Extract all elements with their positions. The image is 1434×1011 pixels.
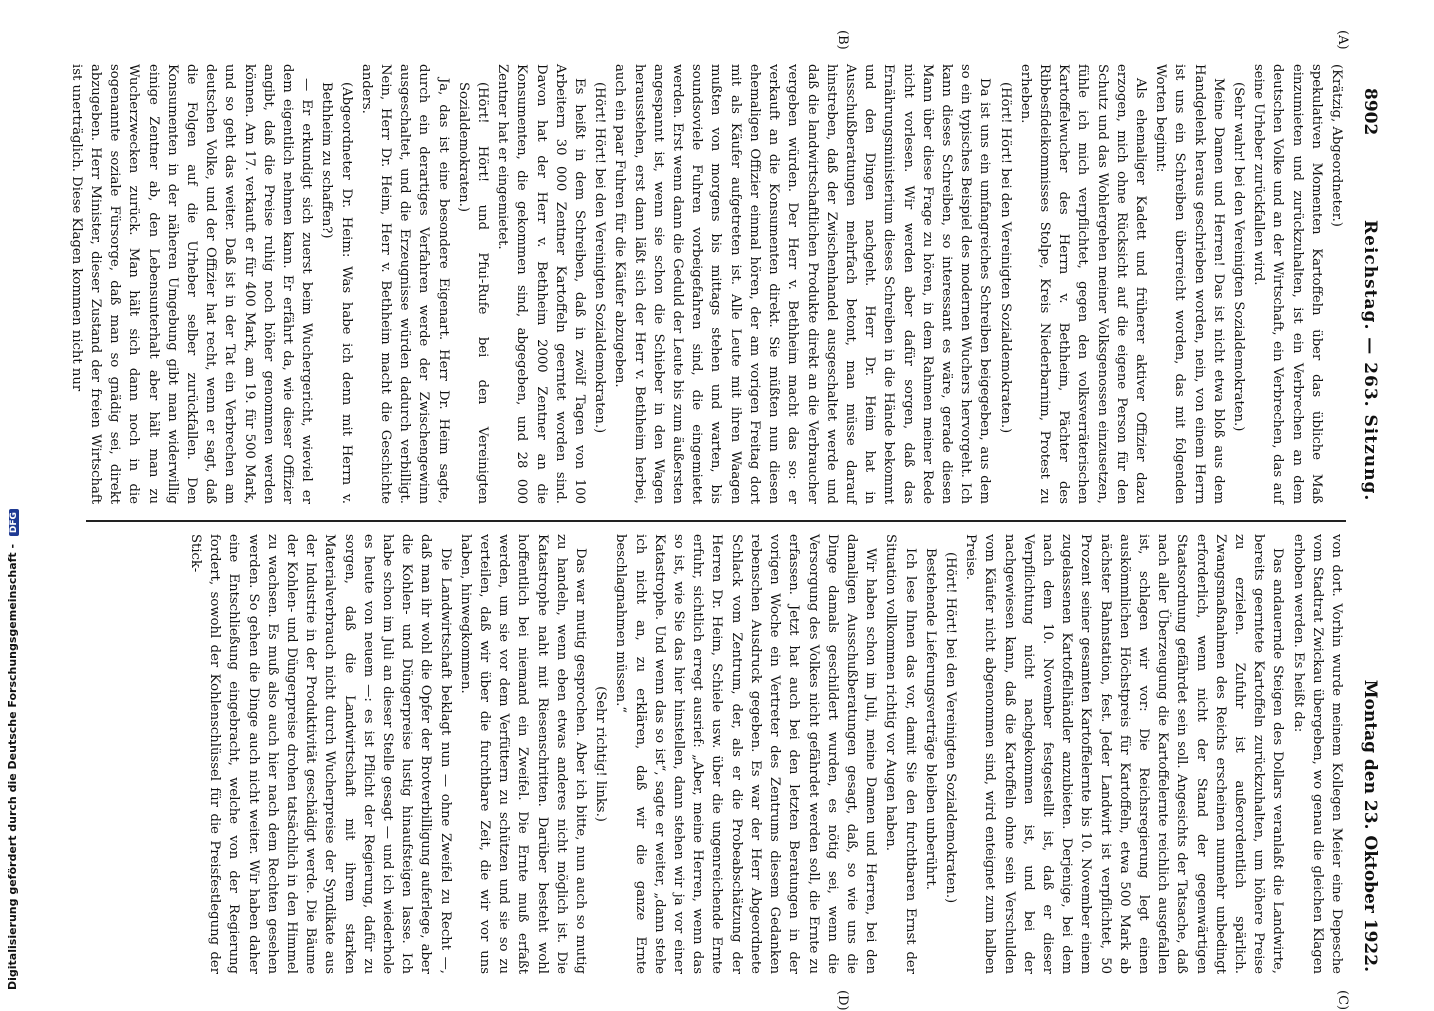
paragraph: (Hört! Hört! bei den Vereinigten Sozialdemokraten.) xyxy=(592,82,608,434)
paragraph: (Hört! Hört! bei den Vereinigten Sozialdemokraten.) xyxy=(942,552,958,904)
margin-marker-d: (D) xyxy=(835,990,850,1011)
paragraph: (Sehr wahr! bei den Vereinigten Sozialdemokraten.) xyxy=(1230,82,1246,432)
paragraph: (Hört! Hört! bei den Vereinigten Sozialdemokraten.) xyxy=(997,82,1013,434)
paragraph: Da ist uns ein umfangreiches Schreiben beigegeben, aus dem so ein typisches Beispiel des modernen Wuchers hervorgeht. Ich kann dieses Schreiben, so interessant es wäre, gerade diesen Mann über diese Frage zu hören, in dem Rahmen meiner Rede nicht vorlesen. Wir werden aber dafür sorgen, daß das Ernährungsministerium dieses Schreiben in die Hände bekommt und den Dingen nachgeht. Herr Dr. Heim hat in Ausschußberatungen mehrfach betont, man müsse darauf hinstreben, daß der Zwischenhandel ausgeschaltet werde und daß die landwirtschaftlichen Produkte direkt an die Verbraucher vergeben würden. Der Herr v. Bethheim macht das so: er verkauft an die Konsumenten direkt. Sie müßten nun diesen ehemaligen Offizier einmal hören, der am vorigen Freitag dort mit als Käufer aufgetreten ist. Alle Leute mit ihren Waagen mußten von morgens bis mittags stehen und warten, bis soundsoviele Fuhren vorbeigefahren sind, die eingemietet werden. Erst wenn dann die Geduld der Leute bis zum äußersten angespannt ist, wenn sie schon die Schieber in den Wagen herausstehen, erst dann läßt sich der Herr v. Bethheim herbei, auch ein paar Fuhren für die Käufer abzugeben. xyxy=(612,64,993,504)
paragraph: Ja, das ist eine besondere Eigenart. Herr Dr. Heim sagte, durch ein derartiges Verfahren werde der Zwischengewinn ausgeschaltet, und die Erzeugnisse würden dadurch verbilligt. Nein, Herr Dr. Heim, Herr v. Bethheim macht die Geschichte anders. xyxy=(358,64,451,504)
column-divider xyxy=(86,520,1346,522)
paragraph: Die Landwirtschaft beklagt nun — ohne Zweifel zu Recht —, daß man ihr wohl die Opfer der Brotverbilligung auferlege, aber die Kohlen- und Düngerpreise lustig hinaufsteigen lasse. Ich habe schon im Juli an dieser Stelle gesagt — und ich wiederhole es heute von neuem —: es ist Pflicht der Regierung, dafür zu sorgen, daß die Landwirtschaft mit ihrem starken Materialverbrauch nicht durch Wucherpreise der Syndikate aus der Industrie in der Produktivität geschädigt werde. Die Bäume der Kohlen- und Düngerpreise drohen tatsächlich in den Himmel zu wachsen. Es muß also auch hier nach dem Rechten gesehen werden. So gehen die Dinge auch nicht weiter. Wir haben daher eine Entschließung eingebracht, welche von der Regierung fordert, sowohl der Kohlenschlüssel für die Preisfestlegung der Stick- xyxy=(188,534,453,974)
paragraph: Bestehende Lieferungsverträge bleiben unberührt. xyxy=(922,548,938,890)
dfg-logo: DFG xyxy=(9,509,19,536)
credit-text: Digitalisierung gefördert durch die Deutsche Forschungsgemeinschaft - xyxy=(6,543,19,990)
margin-marker-c: (C) xyxy=(1335,990,1350,1011)
paragraph: Das andauernde Steigen des Dollars veranlaßt die Landwirte, bereits geerntete Kartoffeln zurückzuhalten, um höhere Preise zu erzielen. Zufuhr ist außerordentlich spärlich. Zwangsmaßnahmen des Reichs erscheinen nunmehr unbedingt erforderlich, wenn nicht der Stand der gegenwärtigen Staatsordnung gefährdet sein soll. Angesichts der Tatsache, daß nach aller Überzeugung die Kartoffelernte reichlich ausgefallen ist, schlagen wir vor: Die Reichsregierung legt einen auskömmlichen Höchstpreis für Kartoffeln, etwa 500 Mark ab nächster Bahnstation, fest. Jeder Landwirt ist verpflichtet, 50 Prozent seiner gesamten Kartoffelernte bis 10. November einem zugelassenen Kartoffelhändler anzubieten. Derjenige, bei dem nach dem 10. November festgestellt ist, daß er dieser Verpflichtung nicht nachgekommen ist, und bei der nachgewiesen kann, daß die Kartoffeln ohne sein Verschulden vom Käufer nicht abgenommen sind, wird enteignet zum halben Preise. xyxy=(963,534,1286,974)
paragraph: Das war mutig gesprochen. Aber ich bitte, nun auch so mutig zu handeln, wenn eben etwas anderes nicht möglich ist. Die Katastrophe naht mit Riesenschritten. Darüber besteht wohl hoffentlich bei niemand ein Zweifel. Die Ernte muß erfaßt werden, um sie vor dem Verfüttern zu schützen und sie so zu verteilen, daß wir über die furchtbare Zeit, die wir vor uns haben, hinwegkommen. xyxy=(457,534,589,974)
paragraph: Wir haben schon im Juli, meine Damen und Herren, bei den damaligen Ausschußberatungen gesagt, daß, so wie uns die Dinge damals geschildert wurden, es nötig sei, wenn die Versorgung des Volkes nicht gefährdet werden soll, die Ernte zu erfassen. Jetzt hat auch bei den letzten Beratungen in der vorigen Woche ein Vertreter des Zentrums diesem Gedanken rebenschen Ausdruck gegeben. Es war der Herr Abgeordnete Schlack vom Zentrum, der, als er die Probeabschätzung der Herren Dr. Heim, Schiele usw. über die ungenreichende Ernte erfuhr, sichtlich erregt ausrief: „Aber, meine Herren, wenn das so ist, wie Sie das hier hinstellen, dann stehen wir ja vor einer Katastrophe. Und wenn das so ist“, sagte er weiter, „dann stehe ich nicht an, zu erklären, daß wir die ganze Ernte beschlagnahmen müssen.“ xyxy=(613,534,879,974)
page-number: 8902 xyxy=(1360,88,1380,136)
paragraph: — Er erkundigt sich zuerst beim Wuchergericht, wieviel er dem eigentlich nehmen kann. Er erfährt da, wie dieser Offizier angibt, daß die Preise ruhig noch höher genommen werden können. Am 17. verkauft er für 400 Mark, am 19. für 500 Mark, und so geht das weiter. Daß ist in der Tat ein Verbrechen am deutschen Volke, und der Offizier hat recht, wenn er sagt, daß die Folgen auf die Urheber selber zurückfallen. Den Konsumenten in der näheren Umgebung gibt man widerwillig einige Zentner ab, den Lebensunterhalt aber hält man zu Wucherzwecken zurück. Man hält sich dann noch in die sogenannte soziale Fürsorge, daß man so gnädig sei, direkt abzugeben. Herr Minister, dieser Zustand der freien Wirtschaft ist unerträglich. Diese Klagen kommen nicht nur xyxy=(68,64,315,504)
document-page xyxy=(68,30,1390,1011)
paragraph: (Hört! Hört! und Pfui-Rufe bei den Vereinigten Sozialdemokraten.) xyxy=(455,82,491,504)
paragraph: Es heißt in dem Schreiben, daß in zwölf Tagen von 100 Arbeitern 30 000 Zentner Kartoffeln geerntet worden sind. Davon hat der Herr v. Bethheim 2000 Zentner an die Konsumenten, die gekommen sind, abgegeben, und 28 000 Zentner hat er eingemietet. xyxy=(495,64,588,504)
right-column xyxy=(76,534,1346,974)
digitization-credit xyxy=(2,0,24,1000)
paragraph: Als ehemaliger Kadett und früherer aktiver Offizier dazu erzogen, mich ohne Rücksicht auf die eigene Person für den Schutz und das Wohlergehen meiner Volksgenossen einzusetzen, fühle ich mich verpflichtet, gegen den volksverräterischen Kartoffelwucher des Herrn v. Bethheim, Pächter des Ribbesfideikommisses Stolpe, Kreis Niederbarnim, Protest zu erheben. xyxy=(1017,64,1148,504)
paragraph: Ich lese Ihnen das vor, damit Sie den furchtbaren Ernst der Situation vollkommen richtig vor Augen haben. xyxy=(883,534,918,974)
paragraph: (Abgeordneter Dr. Heim: Was habe ich denn mit Herrn v. Bethheim zu schaffen?) xyxy=(319,82,354,504)
left-column xyxy=(68,64,1346,504)
margin-marker-b: (B) xyxy=(835,30,850,50)
margin-marker-a: (A) xyxy=(1335,30,1350,50)
paragraph: (Sehr richtig! links.) xyxy=(593,686,609,822)
paragraph: Meine Damen und Herren! Das ist nicht etwa bloß aus dem Handgelenk heraus geschrieben worden, nein, von einem Herrn ist uns ein Schreiben überreicht worden, das mit folgenden Worten beginnt: xyxy=(1153,64,1226,504)
paragraph: von dort. Vorhin wurde meinem Kollegen Meier eine Depesche vom Stadtrat Zwickau übergeben, wo genau die gleichen Klagen erhoben werden. Es heißt da: xyxy=(1290,534,1344,974)
paragraph: (Krätzig, Abgeordneter.) xyxy=(1329,64,1344,227)
page-header xyxy=(1350,60,1390,980)
session-date: Montag den 23. Oktober 1922. xyxy=(1360,679,1380,972)
paragraph: spekulativen Momenten Kartoffeln über das übliche Maß einzumieten und zurückzuhalten, ist ein Verbrechen an dem deutschen Volke und an der Wirtschaft, ein Verbrechen, das auf seine Urheber zurückfallen wird. xyxy=(1251,64,1324,504)
session-title: Reichstag. — 263. Sitzung. xyxy=(1360,220,1380,502)
